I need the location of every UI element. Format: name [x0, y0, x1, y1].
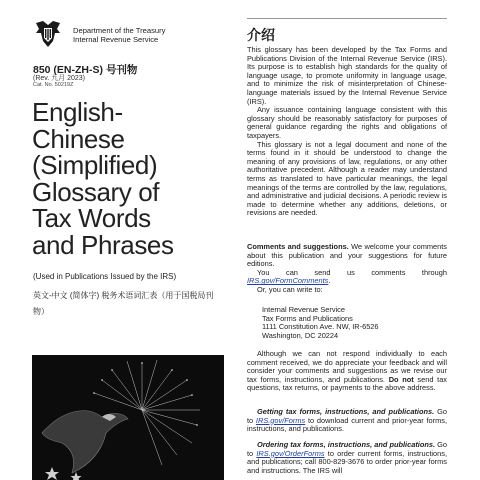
- ordering-forms-section: [247, 441, 447, 475]
- title-line: Tax Words: [32, 203, 151, 233]
- comments-paragraph: [247, 243, 447, 269]
- getting-forms-section: [247, 408, 447, 434]
- address-line: Internal Revenue Service: [262, 305, 345, 314]
- intro-paragraph-1: This glossary has been developed by the Tax Forms and Publications Division of the Internal Revenue Service (IRS). Its purpose is to establish high standards for the quality of language usage, to promote uniformity in language usage, and to minimize the risk of misinterpretation of Chinese-language materials issued by the Internal Revenue Service (IRS).: [247, 45, 447, 106]
- page-title: [32, 99, 222, 258]
- ordering-lead: Ordering tax forms, instructions, and publications.: [257, 440, 436, 449]
- comments-write-text: Or, you can write to:: [257, 284, 323, 294]
- ordering-go: Go to: [247, 440, 447, 458]
- subtitle-chinese: 英文-中文 (简体字) 税务术语词汇表（用于国税局刊物）: [33, 291, 214, 316]
- intro-paragraph-3: This glossary is not a legal document and none of the terms found in it should be understood to change the meaning of any provisions of law, regulations, or any other authoritative precedent. Although a reader may understand terms as translated to have particular meanings, the legal meanings of the terms are controlled by the law, regulations, and administrative and judicial decisions. A periodic review is made to determine whether any additions, deletions, or revisions are needed.: [247, 139, 447, 218]
- subtitle-english: (Used in Publications Issued by the IRS): [33, 272, 177, 281]
- address-line: 1111 Constitution Ave. NW, IR-6526: [262, 322, 379, 332]
- comments-section: [247, 243, 447, 295]
- feedback-end: send tax questions, tax returns, or payments to the above address.: [247, 374, 447, 393]
- title-line: Chinese: [32, 123, 125, 154]
- comments-send-text: You can send us comments through: [257, 267, 447, 277]
- title-line: (Simplified): [32, 150, 158, 180]
- address-line: Tax Forms and Publications: [262, 313, 353, 323]
- irs-forms-link[interactable]: IRS.gov/Forms: [255, 415, 306, 425]
- comments-send-paragraph: [247, 269, 447, 286]
- mailing-address: [262, 306, 379, 340]
- title-line: Glossary of: [32, 176, 160, 207]
- section-heading-intro: 介绍: [247, 27, 275, 43]
- getting-go: Go to: [247, 407, 447, 425]
- ordering-text: to order current forms, instructions, and publications; call 800-829-3676 to order prior-year forms and instructions. The IRS will: [247, 448, 447, 475]
- title-line: English-: [32, 97, 123, 127]
- revision-date: (Rev. 九月 2023): [33, 75, 85, 82]
- comments-lead: Comments and suggestions.: [247, 242, 349, 251]
- agency-line2: Internal Revenue Service: [73, 35, 159, 44]
- comments-send-end: .: [328, 276, 331, 286]
- agency-name: [73, 26, 165, 44]
- form-number-zh: 号刊物: [105, 64, 138, 76]
- intro-text: [247, 46, 447, 218]
- agency-line1: Department of the Treasury: [73, 26, 166, 35]
- order-forms-link[interactable]: IRS.gov/OrderForms: [256, 448, 325, 458]
- catalog-number: Cat. No. 50219Z: [33, 82, 74, 88]
- form-number-text: 850 (EN-ZH-S): [33, 64, 104, 76]
- title-line: and Phrases: [32, 229, 174, 260]
- top-rule: [247, 18, 447, 19]
- comments-text: We welcome your comments about this publication and your suggestions for future editions.: [247, 242, 447, 269]
- do-not-emphasis: Do not: [388, 374, 414, 384]
- form-comments-link[interactable]: IRS.gov/FormComments: [247, 276, 329, 286]
- address-line: Washington, DC 20224: [262, 330, 339, 340]
- irs-eagle-logo: [33, 19, 63, 49]
- fireworks-eagle-photo: [32, 355, 224, 480]
- feedback-text: Although we can not respond individually to each comment received, we do appreciate your feedback and will consider your comments and suggestions as we revise our tax forms, instructions, and publications.: [247, 349, 447, 384]
- intro-paragraph-2: Any issuance containing language consistent with this glossary should be reasonably satisfactory for purposes of general guidance regarding the rights and obligations of taxpayers.: [247, 105, 447, 140]
- feedback-paragraph: [247, 350, 447, 393]
- getting-lead: Getting tax forms, instructions, and publications.: [257, 407, 435, 416]
- getting-text: to download current and prior-year forms, instructions, and publications.: [247, 415, 447, 434]
